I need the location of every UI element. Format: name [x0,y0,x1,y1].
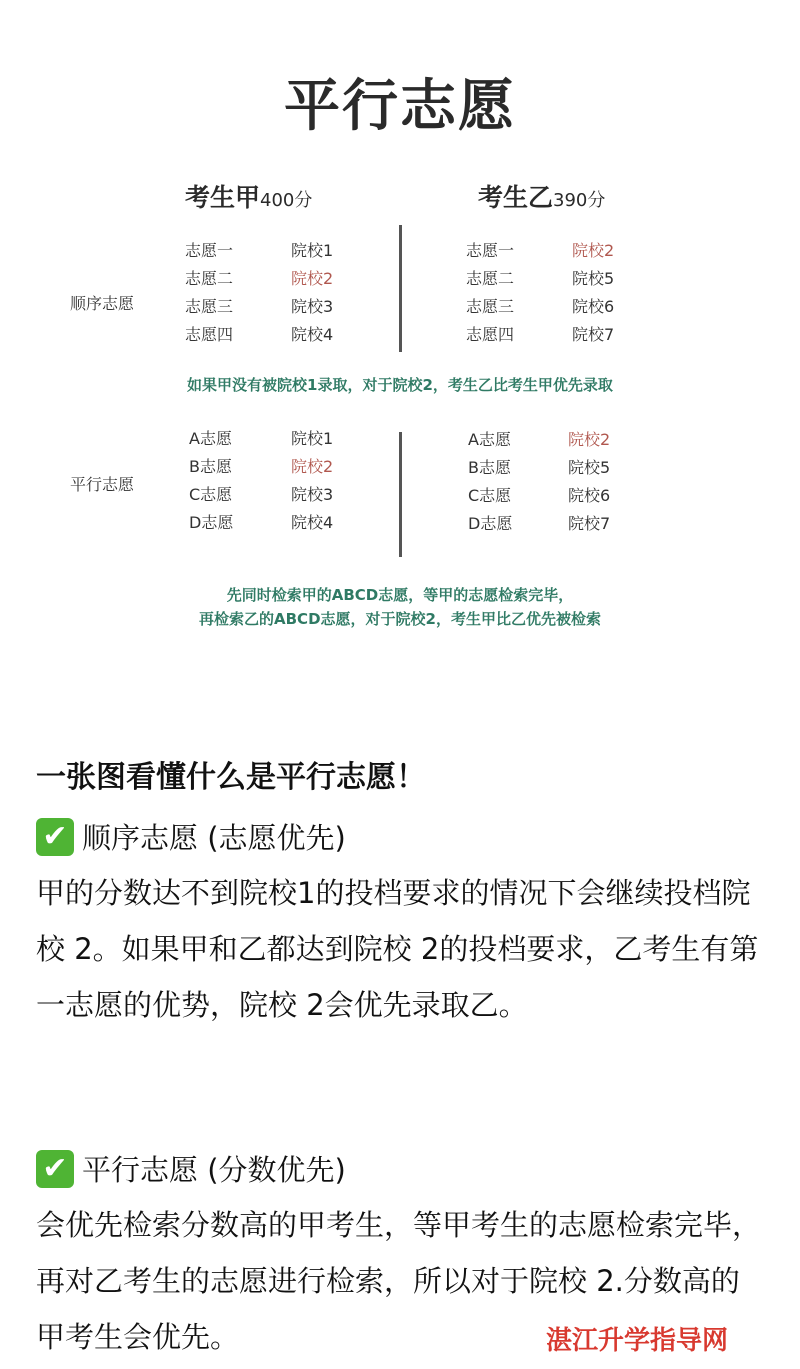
check-icon: ✔ [36,818,74,856]
section2-body: 会优先检索分数高的甲考生，等甲考生的志愿检索完毕，再对乙考生的志愿进行检索，所以对于院校 2.分数高的甲考生会优先。 [36,1208,762,1354]
school-cell: 院校4 [291,513,334,532]
school-cell: 院校6 [568,486,611,505]
sequential-a-wishes [185,237,233,349]
sequential-b-wishes [466,237,514,349]
section1-title: 顺序志愿 (志愿优先) [82,821,346,855]
check-icon: ✔ [36,1150,74,1188]
student-a-score: 400分 [260,190,313,211]
parallel-note-line2: 再检索乙的ABCD志愿，对于院校2，考生甲比乙优先被检索 [199,610,601,628]
student-b-name: 考生乙 [478,183,554,212]
wish-cell: C志愿 [189,485,233,504]
school-cell: 院校7 [568,514,611,533]
wish-cell: A志愿 [468,430,511,449]
school-cell: 院校6 [572,297,615,316]
wish-cell: D志愿 [468,514,513,533]
wish-cell: 志愿二 [185,269,234,288]
wish-cell: 志愿四 [466,325,515,344]
sequential-note: 如果甲没有被院校1录取，对于院校2，考生乙比考生甲优先录取 [187,376,613,394]
school-cell: 院校4 [291,325,334,344]
parallel-b-wishes [468,426,512,538]
sequential-b-schools [572,237,614,349]
school-cell-highlighted: 院校2 [291,457,334,476]
wish-cell: 志愿三 [466,297,515,316]
school-cell: 院校5 [572,269,615,288]
school-cell: 院校3 [291,297,334,316]
wish-cell: D志愿 [189,513,234,532]
parallel-a-schools [291,425,333,537]
wish-cell: 志愿一 [185,241,234,260]
wish-cell: 志愿三 [185,297,234,316]
watermark-text: 湛江升学指导网 [546,1326,729,1356]
wish-cell: 志愿四 [185,325,234,344]
school-cell: 院校5 [568,458,611,477]
parallel-b-schools [568,426,610,538]
divider-line [399,225,402,352]
parallel-a-wishes [189,425,233,537]
wish-cell: B志愿 [468,458,511,477]
student-a-name: 考生甲 [185,183,261,212]
article-heading: 一张图看懂什么是平行志愿！ [36,760,426,795]
section2-title: 平行志愿 (分数优先) [82,1153,346,1187]
school-cell-highlighted: 院校2 [572,241,615,260]
wish-cell: C志愿 [468,486,512,505]
wish-cell: 志愿一 [466,241,515,260]
student-a-header [185,178,312,214]
school-cell-highlighted: 院校2 [291,269,334,288]
school-cell: 院校7 [572,325,615,344]
wish-cell: 志愿二 [466,269,515,288]
parallel-label: 平行志愿 [70,475,135,494]
school-cell: 院校1 [291,429,334,448]
section1-title-row [36,816,346,857]
school-cell-highlighted: 院校2 [568,430,611,449]
sequential-a-schools [291,237,333,349]
parallel-note-line1: 先同时检索甲的ABCD志愿，等甲的志愿检索完毕， [226,586,574,604]
wish-cell: B志愿 [189,457,232,476]
school-cell: 院校3 [291,485,334,504]
student-b-score: 390分 [553,190,606,211]
sequential-label: 顺序志愿 [70,294,135,313]
section2-title-row [36,1148,346,1189]
student-b-header [478,178,605,214]
page-title: 平行志愿 [284,74,516,139]
section1-body: 甲的分数达不到院校1的投档要求的情况下会继续投档院校 2。如果甲和乙都达到院校 2的投档要求，乙考生有第一志愿的优势，院校 2会优先录取乙。 [36,876,759,1022]
divider-line [399,432,402,557]
school-cell: 院校1 [291,241,334,260]
wish-cell: A志愿 [189,429,232,448]
